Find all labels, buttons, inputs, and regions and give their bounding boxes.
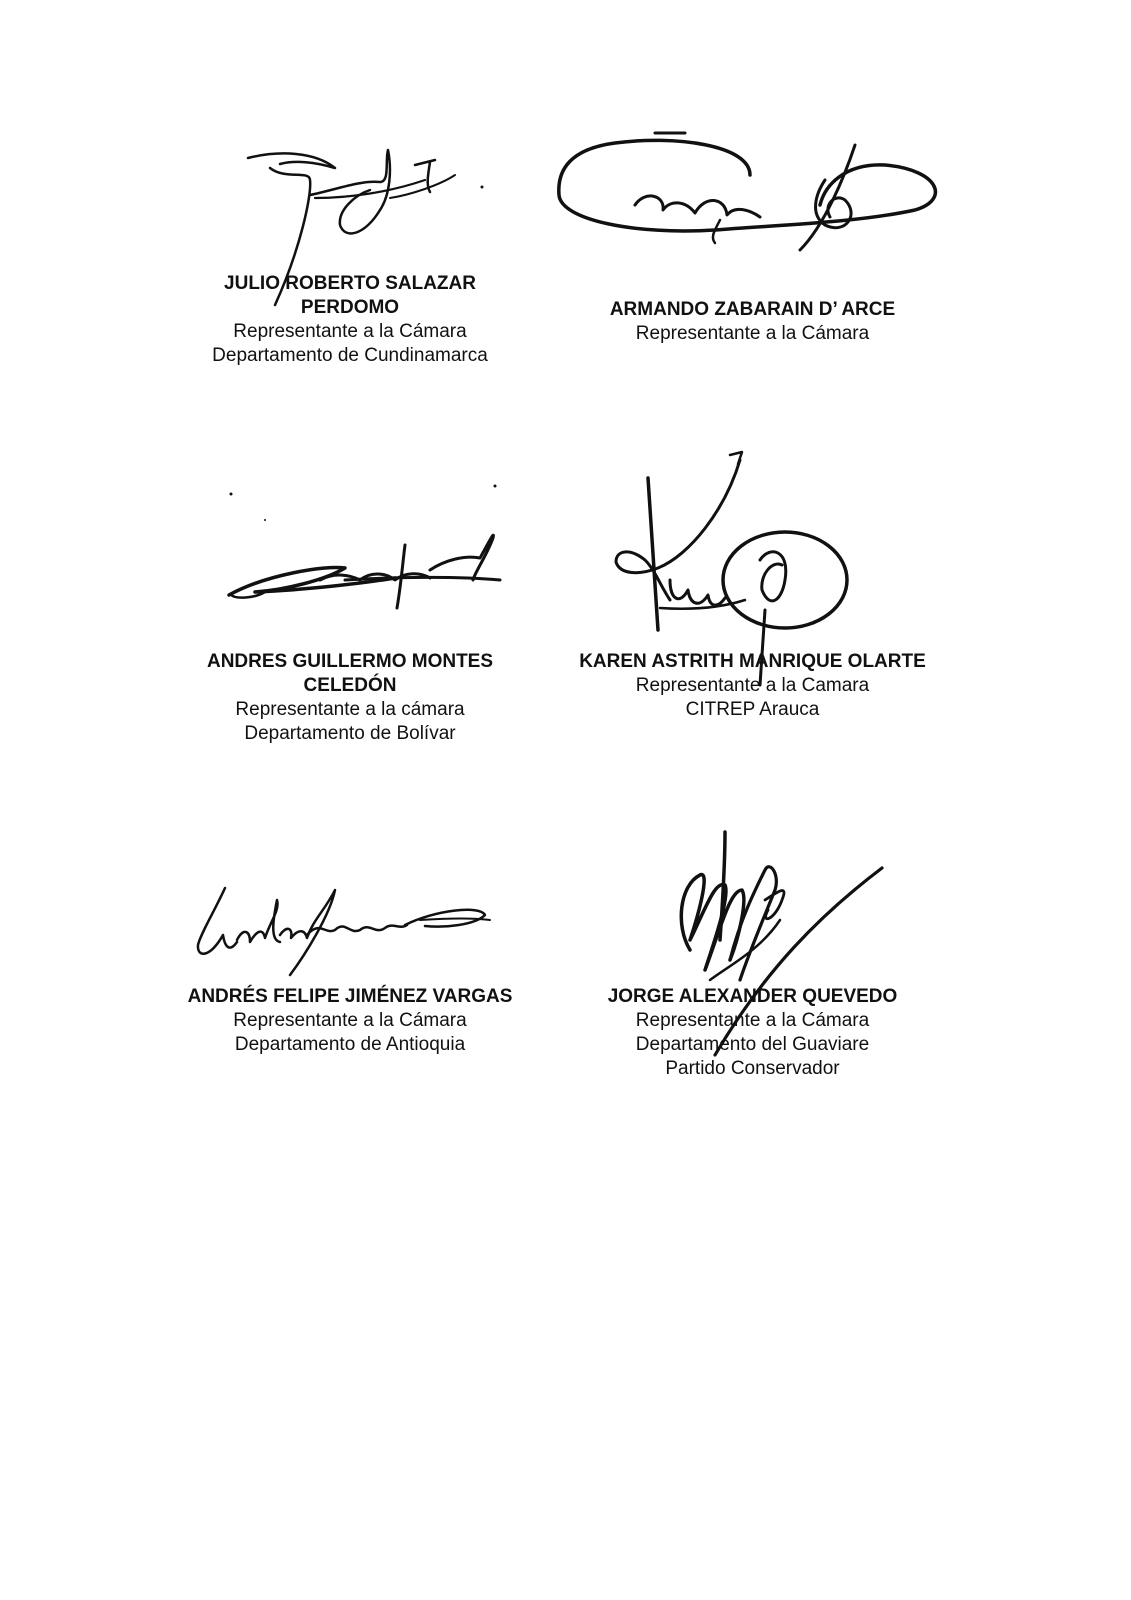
signatory-name: ANDRES GUILLERMO MONTES xyxy=(206,651,494,672)
signatory-name: CELEDÓN xyxy=(303,675,397,696)
signature-jimenez xyxy=(195,880,495,980)
signatory-block-jimenez xyxy=(165,985,535,1057)
signatory-department: Departamento de Bolívar xyxy=(244,723,456,744)
signatory-name: ARMANDO ZABARAIN D’ ARCE xyxy=(609,299,896,320)
signatory-block-manrique xyxy=(555,650,950,722)
signature-montes xyxy=(225,480,510,610)
signatory-block-zabarain xyxy=(575,298,930,346)
signatory-party: Partido Conservador xyxy=(665,1058,840,1079)
signatory-department: Departamento de Antioquia xyxy=(234,1034,466,1055)
signatory-role: Representante a la cámara xyxy=(235,699,465,720)
signatory-name: ANDRÉS FELIPE JIMÉNEZ VARGAS xyxy=(187,986,513,1007)
signatory-role: Representante a la Cámara xyxy=(635,1010,870,1031)
signatory-department: CITREP Arauca xyxy=(685,699,820,720)
signatory-department: Departamento de Cundinamarca xyxy=(212,345,488,366)
signatory-role: Representante a la Cámara xyxy=(635,323,870,344)
signatory-role: Representante a la Camara xyxy=(635,675,870,696)
signatory-name: PERDOMO xyxy=(300,297,400,318)
signature-zabarain xyxy=(555,125,945,260)
signatory-name: KAREN ASTRITH MANRIQUE OLARTE xyxy=(579,651,926,672)
signatory-department: Departamento del Guaviare xyxy=(635,1034,870,1055)
signatory-role: Representante a la Cámara xyxy=(233,321,467,342)
signatory-name: JORGE ALEXANDER QUEVEDO xyxy=(607,986,898,1007)
signatory-name: JULIO ROBERTO SALAZAR xyxy=(224,273,476,294)
signatory-block-montes xyxy=(180,650,520,746)
signatory-block-quevedo xyxy=(575,985,930,1081)
signatory-role: Representante a la Cámara xyxy=(233,1010,467,1031)
signatory-block-salazar xyxy=(180,272,520,368)
